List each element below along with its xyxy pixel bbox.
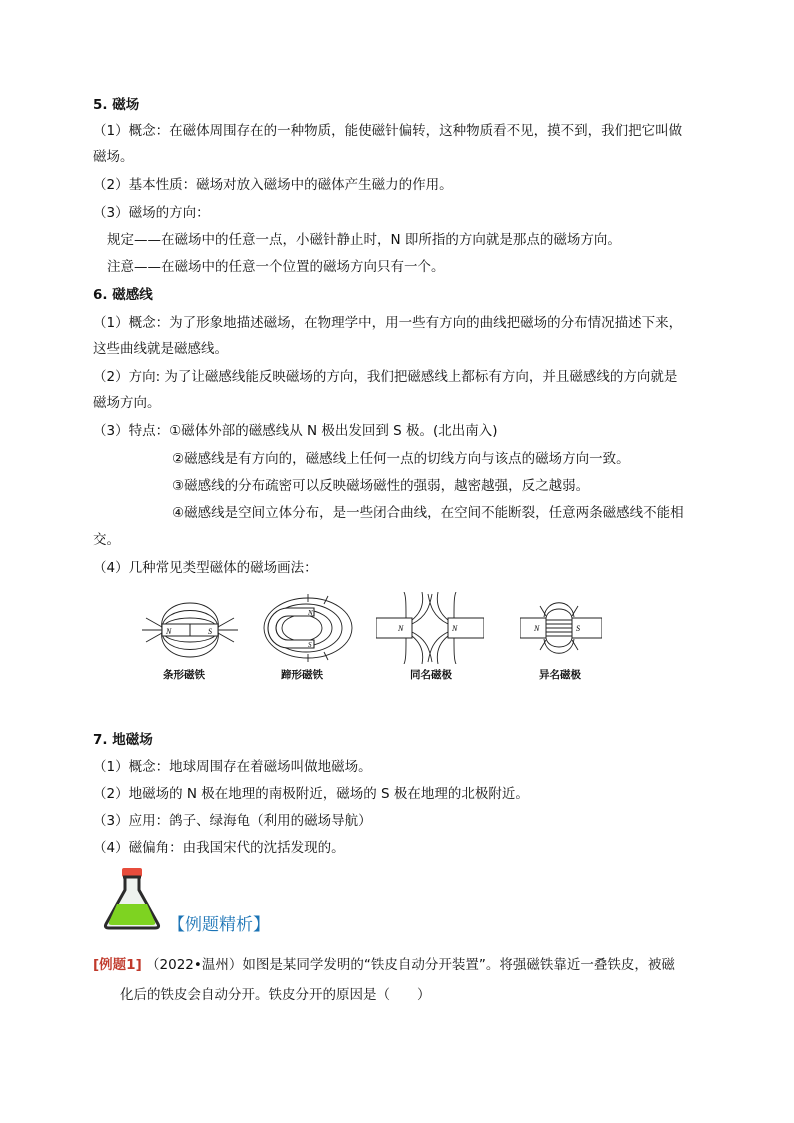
s5-concept-cont: 磁场。 [93,149,134,165]
s6-feature-4: ④磁感线是空间立体分布，是一些闭合曲线，在空间不能断裂，任意两条磁感线不能相 [172,505,684,521]
s6-feature-1: （3）特点：①磁体外部的磁感线从 N 极出发回到 S 极。(北出南入) [93,423,498,439]
caption-unlike-poles: 异名磁极 [539,669,581,681]
section-5-title: 5. 磁场 [93,97,140,113]
s5-note: 注意——在磁场中的任意一个位置的磁场方向只有一个。 [107,259,445,275]
unlike-poles-figure [520,592,602,664]
s5-concept: （1）概念：在磁体周围存在的一种物质，能使磁针偏转，这种物质看不见，摸不到，我们把它叫做 [93,123,683,139]
s7-declination: （4）磁偏角：由我国宋代的沈括发现的。 [93,840,345,856]
caption-like-poles: 同名磁极 [410,669,452,681]
s6-direction-cont: 磁场方向。 [93,395,161,411]
s7-application: （3）应用：鸽子、绿海龟（利用的磁场导航） [93,813,372,829]
example-1-line-1 [93,955,675,975]
s5-rule: 规定——在磁场中的任意一点，小磁针静止时，N 即所指的方向就是那点的磁场方向。 [107,232,621,248]
s6-direction: （2）方向: 为了让磁感线能反映磁场的方向，我们把磁感线上都标有方向，并且磁感线的方向就是 [93,369,678,385]
like-left-n-label: N [398,624,404,633]
example-1-line-2: 化后的铁皮会自动分开。铁皮分开的原因是（ ） [120,987,431,1003]
s6-feature-2: ②磁感线是有方向的，磁感线上任何一点的切线方向与该点的磁场方向一致。 [172,451,630,467]
s7-concept: （1）概念：地球周围存在着磁场叫做地磁场。 [93,759,372,775]
bar-magnet-figure [140,592,240,664]
s5-direction: （3）磁场的方向： [93,205,210,221]
flask-icon [102,866,162,930]
s6-drawing-methods: （4）几种常见类型磁体的磁场画法： [93,560,318,576]
example-1-text: （2022•温州）如图是某同学发明的“铁皮自动分开装置”。将强磁铁靠近一叠铁皮，被磁 [146,957,675,973]
like-poles-figure [376,592,484,664]
s6-feature-3: ③磁感线的分布疏密可以反映磁场磁性的强弱，越密越强，反之越弱。 [172,478,590,494]
caption-bar-magnet: 条形磁铁 [163,669,205,681]
s5-property: （2）基本性质：磁场对放入磁场中的磁体产生磁力的作用。 [93,177,453,193]
caption-horseshoe-magnet: 蹄形磁铁 [281,669,323,681]
bar-s-label: S [208,627,212,636]
like-right-n-label: N [452,624,458,633]
horseshoe-magnet-figure [258,592,358,664]
s6-concept-cont: 这些曲线就是磁感线。 [93,341,228,357]
horseshoe-n-label: N [308,609,313,617]
unlike-n-label: N [534,624,540,633]
horseshoe-s-label: S [308,641,312,649]
s6-feature-4-cont: 交。 [93,532,120,548]
example-section-title: 【例题精析】 [168,915,270,935]
section-6-title: 6. 磁感线 [93,287,153,303]
bar-n-label: N [166,627,172,636]
section-7-title: 7. 地磁场 [93,732,153,748]
example-1-tag: [例题1] [93,957,142,973]
unlike-s-label: S [576,624,580,633]
s6-concept: （1）概念：为了形象地描述磁场，在物理学中，用一些有方向的曲线把磁场的分布情况描述下来， [93,315,683,331]
s7-poles: （2）地磁场的 N 极在地理的南极附近，磁场的 S 极在地理的北极附近。 [93,786,529,802]
